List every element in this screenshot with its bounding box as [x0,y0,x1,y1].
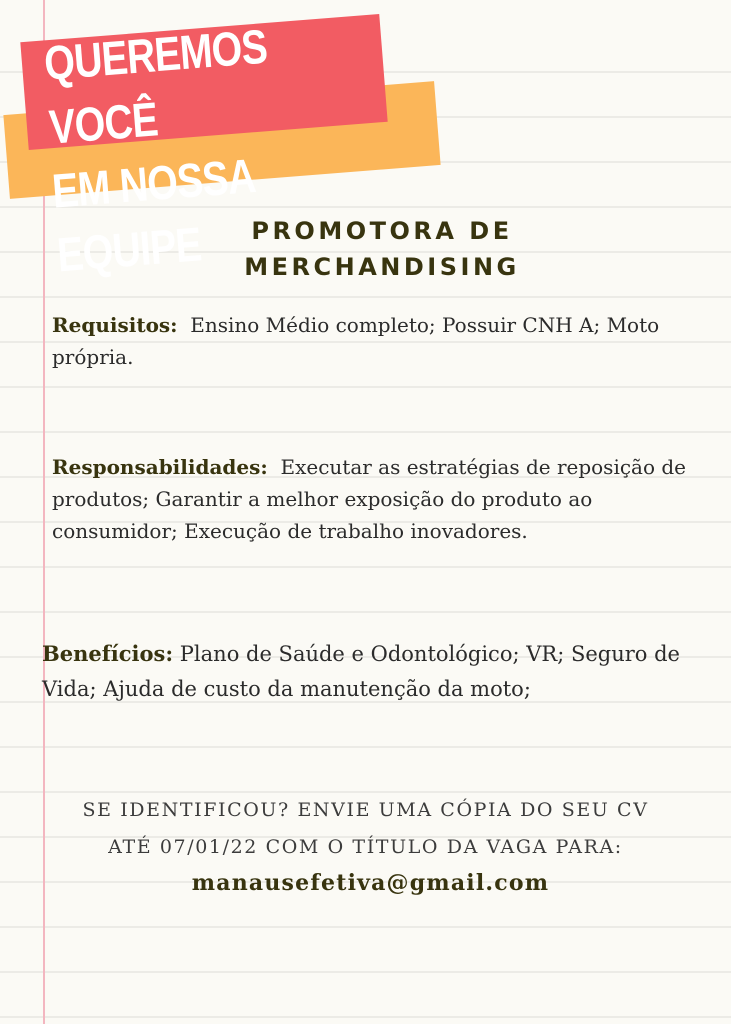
call-to-action [0,792,731,866]
cta-line-2: ATÉ 07/01/22 COM O TÍTULO DA VAGA PARA: [108,836,623,858]
requirements-label: Requisitos: [52,313,178,337]
banner-line-2: EM NOSSA EQUIPE [50,150,256,283]
benefits-text: Plano de Saúde e Odontológico; VR; Seguro de Vida; Ajuda de custo da manutenção da moto; [42,642,680,701]
job-title-line-1: PROMOTORA DE [251,217,513,245]
requirements-text: Ensino Médio completo; Possuir CNH A; Moto própria. [52,313,660,369]
benefits-label: Benefícios: [42,641,174,666]
contact-email[interactable]: manausefetiva@gmail.com [191,870,550,896]
banner-line-1: QUEREMOS VOCÊ [42,20,269,155]
responsibilities-text: Executar as estratégias de reposição de produtos; Garantir a melhor exposição do produto ao consumidor; Execução de trabalho inovadores. [52,455,687,543]
job-title [182,213,582,285]
responsibilities-label: Responsabilidades: [52,455,268,479]
requirements-section [52,309,712,373]
responsibilities-section [52,451,702,547]
job-title-line-2: MERCHANDISING [244,253,520,281]
benefits-section [42,636,702,707]
cta-line-1: SE IDENTIFICOU? ENVIE UMA CÓPIA DO SEU CV [82,799,649,821]
